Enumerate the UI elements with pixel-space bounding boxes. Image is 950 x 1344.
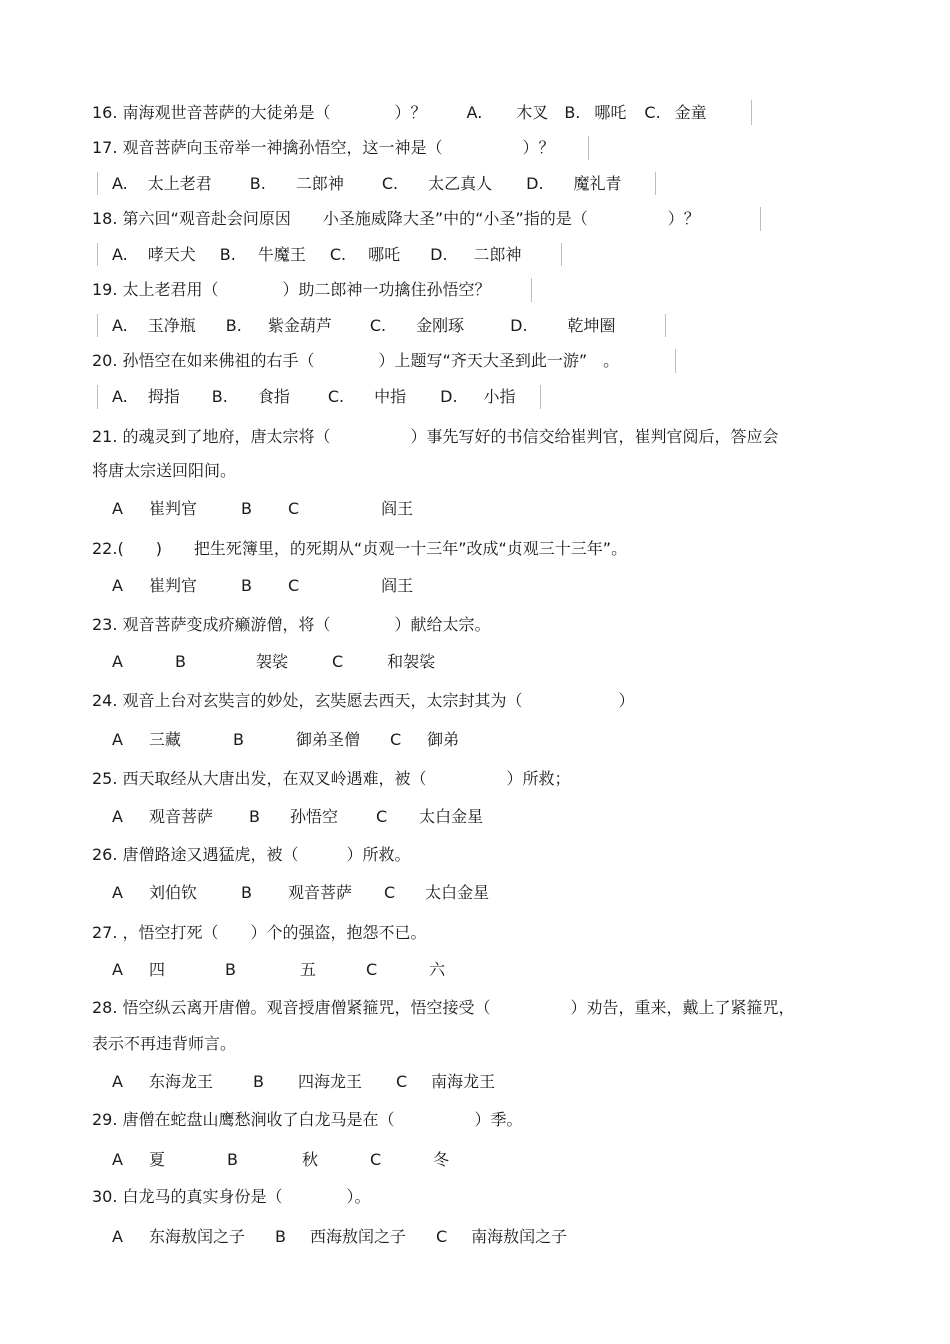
question-20 — [92, 351, 619, 371]
option-label: A — [112, 807, 123, 826]
option-label: C. — [327, 387, 345, 406]
option-label: C — [365, 960, 378, 979]
question-text: 30. 白龙马的真实身份是（ ）。 — [92, 1187, 371, 1206]
question-25 — [92, 769, 571, 789]
option-text: 哮天犬 — [147, 245, 196, 264]
options-23 — [112, 652, 435, 672]
question-23 — [92, 615, 491, 635]
option-text: 太白金星 — [419, 807, 484, 826]
option-label: C — [435, 1227, 448, 1246]
option-label: B — [224, 960, 236, 979]
option-text: 玉净瓶 — [147, 316, 196, 335]
option-label: D. — [526, 174, 544, 193]
option-label: C. — [369, 316, 387, 335]
option-text: 孙悟空 — [289, 807, 338, 826]
option-label: A — [112, 883, 123, 902]
option-label: C — [369, 1150, 382, 1169]
options-27 — [112, 960, 445, 980]
options-20 — [112, 387, 516, 407]
option-text: 御弟 — [427, 730, 460, 749]
option-label: A. — [112, 316, 128, 335]
question-text: 28. 悟空纵云离开唐僧。观音授唐僧紧箍咒，悟空接受（ ）劝告，重来，戴上了紧箍咒， — [92, 998, 795, 1017]
table-rule — [540, 385, 541, 409]
option-text: 东海龙王 — [148, 1072, 213, 1091]
question-text: 24. 观音上台对玄奘言的妙处，玄奘愿去西天，太宗封其为（ ） — [92, 691, 635, 710]
option-label: D. — [430, 245, 448, 264]
question-text: 表示不再违背师言。 — [92, 1034, 237, 1053]
option-text: 御弟圣僧 — [295, 730, 360, 749]
question-16 — [92, 103, 707, 123]
question-text: 25. 西天取经从大唐出发，在双叉岭遇难，被（ ）所救； — [92, 769, 571, 788]
option-label: C — [389, 730, 402, 749]
options-21 — [112, 499, 413, 519]
question-28-cont — [92, 1034, 236, 1054]
option-text: 夏 — [148, 1150, 165, 1169]
option-text: 金童 — [674, 103, 707, 122]
option-label: C — [375, 807, 388, 826]
option-text: 太乙真人 — [428, 174, 493, 193]
option-text: 四海龙王 — [297, 1072, 362, 1091]
question-30 — [92, 1187, 371, 1207]
question-text: 17. 观音菩萨向玉帝举一神擒孙悟空，这一神是（ ）？ — [92, 138, 555, 157]
option-text: 六 — [429, 960, 446, 979]
option-label: B — [174, 652, 186, 671]
option-text: 阎王 — [381, 576, 414, 595]
question-text: 21. 的魂灵到了地府，唐太宗将（ ）事先写好的书信交给崔判官，崔判官阅后，答应会 — [92, 427, 779, 446]
option-text: 秋 — [301, 1150, 318, 1169]
option-label: A — [112, 1227, 123, 1246]
option-label: B. — [564, 103, 581, 122]
question-17 — [92, 138, 555, 158]
options-29 — [112, 1150, 449, 1170]
table-rule — [751, 100, 752, 125]
question-text: 将唐太宗送回阳间。 — [92, 461, 237, 480]
option-text: 东海敖闰之子 — [148, 1227, 245, 1246]
option-text: 哪吒 — [368, 245, 401, 264]
option-text: 乾坤圈 — [567, 316, 616, 335]
option-text: 观音菩萨 — [287, 883, 352, 902]
option-text: 崔判官 — [148, 499, 197, 518]
question-text: 29. 唐僧在蛇盘山鹰愁涧收了白龙马是在（ ）季。 — [92, 1110, 523, 1129]
options-18 — [112, 245, 522, 265]
options-17 — [112, 174, 622, 194]
table-rule — [760, 207, 761, 231]
question-21 — [92, 427, 779, 447]
option-text: 西海敖闰之子 — [309, 1227, 406, 1246]
options-28 — [112, 1072, 495, 1092]
option-label: B. — [219, 245, 236, 264]
table-rule — [561, 243, 562, 266]
table-rule — [97, 314, 98, 337]
option-label: C — [331, 652, 344, 671]
options-24 — [112, 730, 459, 750]
question-19 — [92, 280, 491, 300]
option-label: B — [240, 576, 252, 595]
option-label: C — [395, 1072, 408, 1091]
option-text: 二郎神 — [473, 245, 522, 264]
table-rule — [675, 349, 676, 373]
question-text: 23. 观音菩萨变成疥癞游僧，将（ ）献给太宗。 — [92, 615, 491, 634]
option-label: C. — [329, 245, 347, 264]
options-25 — [112, 807, 483, 827]
option-label: B — [274, 1227, 286, 1246]
table-rule — [655, 172, 656, 195]
option-text: 二郎神 — [295, 174, 344, 193]
question-text: 22.( ) 把生死簿里，的死期从“贞观一十三年”改成“贞观三十三年”。 — [92, 539, 628, 558]
option-label: D. — [440, 387, 458, 406]
option-text: 三藏 — [148, 730, 181, 749]
option-label: C — [287, 576, 300, 595]
option-label: A — [112, 730, 123, 749]
option-text: 观音菩萨 — [148, 807, 213, 826]
option-label: C. — [644, 103, 661, 122]
option-text: 中指 — [374, 387, 407, 406]
option-label: B. — [249, 174, 266, 193]
option-label: B — [252, 1072, 264, 1091]
table-rule — [665, 314, 666, 337]
option-label: B — [232, 730, 244, 749]
question-text: 26. 唐僧路途又遇猛虎，被（ ）所救。 — [92, 845, 411, 864]
option-label: A — [112, 499, 123, 518]
option-label: B — [240, 499, 252, 518]
option-label: A — [112, 1150, 123, 1169]
table-rule — [97, 243, 98, 266]
question-27 — [92, 923, 427, 943]
question-text: 20. 孙悟空在如来佛祖的右手（ ）上题写“齐天大圣到此一游” 。 — [92, 351, 620, 370]
option-text: 南海敖闰之子 — [471, 1227, 568, 1246]
option-label: B — [226, 1150, 238, 1169]
question-text: 16. 南海观世音菩萨的大徒弟是（ ）？ — [92, 103, 427, 122]
option-text: 五 — [299, 960, 316, 979]
option-text: 木叉 — [516, 103, 549, 122]
option-text: 四 — [148, 960, 165, 979]
options-22 — [112, 576, 413, 596]
option-label: A — [112, 652, 123, 671]
question-22 — [92, 539, 627, 559]
question-29 — [92, 1110, 523, 1130]
option-label: B. — [225, 316, 242, 335]
table-rule — [97, 385, 98, 409]
question-21-cont — [92, 461, 236, 481]
option-label: A. — [112, 245, 128, 264]
option-label: C. — [381, 174, 399, 193]
option-text: 袈裟 — [255, 652, 288, 671]
option-text: 南海龙王 — [431, 1072, 496, 1091]
question-text: 27. ，悟空打死（ ）个的强盗，抱怨不已。 — [92, 923, 427, 942]
option-text: 冬 — [433, 1150, 450, 1169]
table-rule — [531, 278, 532, 302]
option-text: 太白金星 — [425, 883, 490, 902]
option-text: 紫金葫芦 — [267, 316, 332, 335]
option-text: 阎王 — [381, 499, 414, 518]
option-text: 魔礼青 — [573, 174, 622, 193]
option-text: 哪吒 — [594, 103, 627, 122]
options-19 — [112, 316, 616, 336]
option-label: A. — [112, 387, 128, 406]
option-text: 拇指 — [147, 387, 180, 406]
question-26 — [92, 845, 411, 865]
option-label: A — [112, 960, 123, 979]
option-label: C — [383, 883, 396, 902]
option-text: 金刚琢 — [416, 316, 465, 335]
option-text: 和袈裟 — [387, 652, 436, 671]
option-label: A — [112, 1072, 123, 1091]
question-text: 19. 太上老君用（ ）助二郎神一功擒住孙悟空？ — [92, 280, 491, 299]
question-18 — [92, 209, 700, 229]
option-text: 小指 — [483, 387, 516, 406]
option-text: 崔判官 — [148, 576, 197, 595]
option-label: B. — [211, 387, 228, 406]
option-label: A. — [112, 174, 128, 193]
option-label: A. — [466, 103, 483, 122]
option-text: 太上老君 — [147, 174, 212, 193]
option-label: A — [112, 576, 123, 595]
question-text: 18. 第六回“观音赴会问原因 小圣施威降大圣”中的“小圣”指的是（ ）？ — [92, 209, 700, 228]
option-text: 食指 — [257, 387, 290, 406]
options-26 — [112, 883, 489, 903]
option-text: 牛魔王 — [257, 245, 306, 264]
option-label: B — [248, 807, 260, 826]
option-label: B — [240, 883, 252, 902]
question-24 — [92, 691, 635, 711]
table-rule — [97, 172, 98, 195]
option-label: D. — [510, 316, 528, 335]
option-text: 刘伯钦 — [148, 883, 197, 902]
table-rule — [588, 136, 589, 160]
question-28 — [92, 998, 795, 1018]
options-30 — [112, 1227, 567, 1247]
option-label: C — [287, 499, 300, 518]
